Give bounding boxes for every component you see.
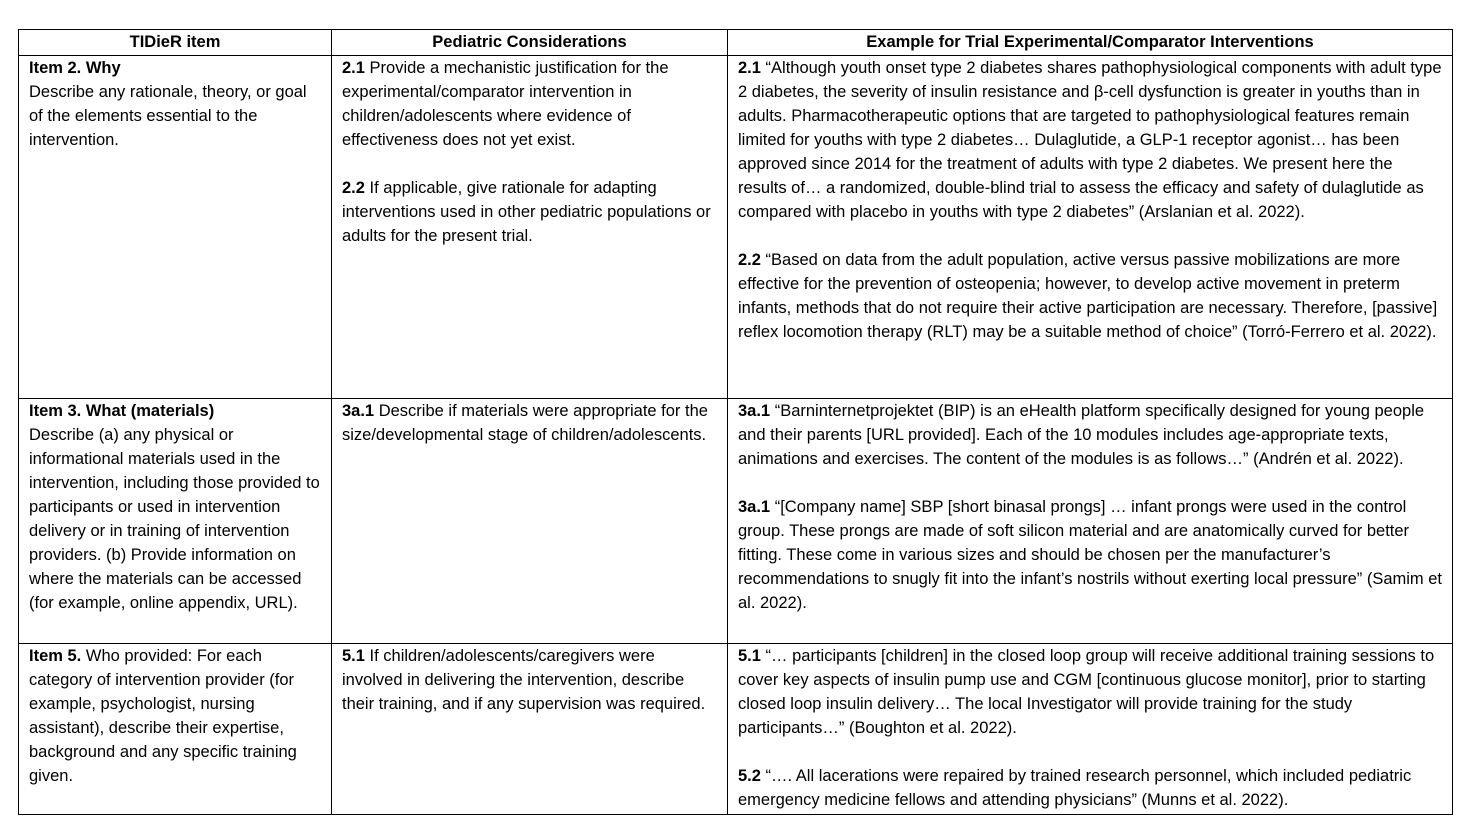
table-row [19, 399, 1453, 644]
tidier-table [18, 29, 1453, 815]
pediatric-considerations-cell [332, 644, 728, 815]
item-description: Describe (a) any physical or informational materials used in the intervention, including those provided to participants or used in intervention delivery or in training of intervention providers. (b) Provide information on where the materials can be accessed (for example, online appendix, URL). [29, 426, 320, 612]
consideration-text: Provide a mechanistic justification for the experimental/comparator intervention in children/adolescents where evidence of effectiveness does not yet exist. [342, 59, 669, 149]
header-pediatric-considerations: Pediatric Considerations [332, 30, 728, 56]
example-text: “Barninternetprojektet (BIP) is an eHealth platform specifically designed for young people and their parents [URL provided]. Each of the 10 modules includes age-appropriate texts, animations and exercises. The content of the modules is as follows…” (Andrén et al. 2022). [738, 402, 1425, 468]
example-text: “… participants [children] in the closed loop group will receive additional training sessions to cover key aspects of insulin pump use and CGM [continuous glucose monitor], prior to starting closed loop insulin delivery… The local Investigator will provide training for the study participants…” (Boughton et al. 2022). [738, 647, 1435, 737]
example-entry [738, 495, 1444, 615]
consideration-entry [342, 176, 719, 248]
tidier-item-cell [19, 56, 332, 399]
example-text: “…. All lacerations were repaired by trained research personnel, which included pediatric emergency medicine fellows and attending physicians” (Munns et al. 2022). [738, 767, 1412, 809]
example-text: “Based on data from the adult population, active versus passive mobilizations are more effective for the prevention of osteopenia; however, to develop active movement in preterm infants, methods that do not require their active participation are necessary. Therefore, [passive] reflex locomotion therapy (RLT) may be a suitable method of choice” (Torró-Ferrero et al. 2022). [738, 251, 1438, 341]
tidier-item-cell [19, 399, 332, 644]
example-entry [738, 644, 1444, 740]
example-number: 2.2 [738, 251, 761, 269]
table-row [19, 56, 1453, 399]
pediatric-considerations-cell [332, 56, 728, 399]
item-text: Who provided: For each category of intervention provider (for example, psychologist, nursing assistant), describe their expertise, background and any specific training given. [29, 647, 297, 785]
consideration-number: 2.1 [342, 59, 365, 77]
item-description [29, 644, 323, 788]
item-title: Item 3. What (materials) [29, 402, 215, 420]
consideration-entry [342, 399, 719, 447]
item-title: Item 5. [29, 647, 82, 665]
header-tidier-item: TIDieR item [19, 30, 332, 56]
consideration-number: 3a.1 [342, 402, 375, 420]
header-row [19, 30, 1453, 56]
consideration-text: Describe if materials were appropriate for the size/developmental stage of children/adolescents. [342, 402, 708, 444]
pediatric-considerations-cell [332, 399, 728, 644]
consideration-text: If applicable, give rationale for adapting interventions used in other pediatric populations or adults for the present trial. [342, 179, 711, 245]
example-text: “[Company name] SBP [short binasal prongs] … infant prongs were used in the control group. These prongs are made of soft silicon material and are anatomically curved for better fitting. These come in various sizes and should be chosen per the manufacturer’s recommendations to snugly fit into the infant’s nostrils without exerting local pressure” (Samim et al. 2022). [738, 498, 1443, 612]
example-entry [738, 248, 1444, 344]
consideration-text: If children/adolescents/caregivers were involved in delivering the intervention, describe their training, and if any supervision was required. [342, 647, 706, 713]
item-title: Item 2. Why [29, 59, 121, 77]
consideration-number: 5.1 [342, 647, 365, 665]
example-number: 5.2 [738, 767, 761, 785]
example-cell [728, 56, 1453, 399]
example-cell [728, 644, 1453, 815]
example-number: 3a.1 [738, 402, 771, 420]
header-example: Example for Trial Experimental/Comparator Interventions [728, 30, 1453, 56]
example-number: 2.1 [738, 59, 761, 77]
example-text: “Although youth onset type 2 diabetes shares pathophysiological components with adult type 2 diabetes, the severity of insulin resistance and β-cell dysfunction is greater in youths than in adults. Pharmacotherapeutic options that are targeted to pathophysiological features remain limited for youths with type 2 diabetes… Dulaglutide, a GLP-1 receptor agonist… has been approved since 2014 for the treatment of adults with type 2 diabetes. We present here the results of… a randomized, double-blind trial to assess the efficacy and safety of dulaglutide as compared with placebo in youths with type 2 diabetes” (Arslanian et al. 2022). [738, 59, 1442, 221]
example-entry [738, 764, 1444, 812]
example-number: 3a.1 [738, 498, 771, 516]
example-entry [738, 56, 1444, 224]
consideration-entry [342, 56, 719, 152]
example-cell [728, 399, 1453, 644]
example-entry [738, 399, 1444, 471]
consideration-number: 2.2 [342, 179, 365, 197]
tidier-item-cell [19, 644, 332, 815]
item-description: Describe any rationale, theory, or goal of the elements essential to the intervention. [29, 83, 307, 149]
consideration-entry [342, 644, 719, 716]
example-number: 5.1 [738, 647, 761, 665]
table-row [19, 644, 1453, 815]
